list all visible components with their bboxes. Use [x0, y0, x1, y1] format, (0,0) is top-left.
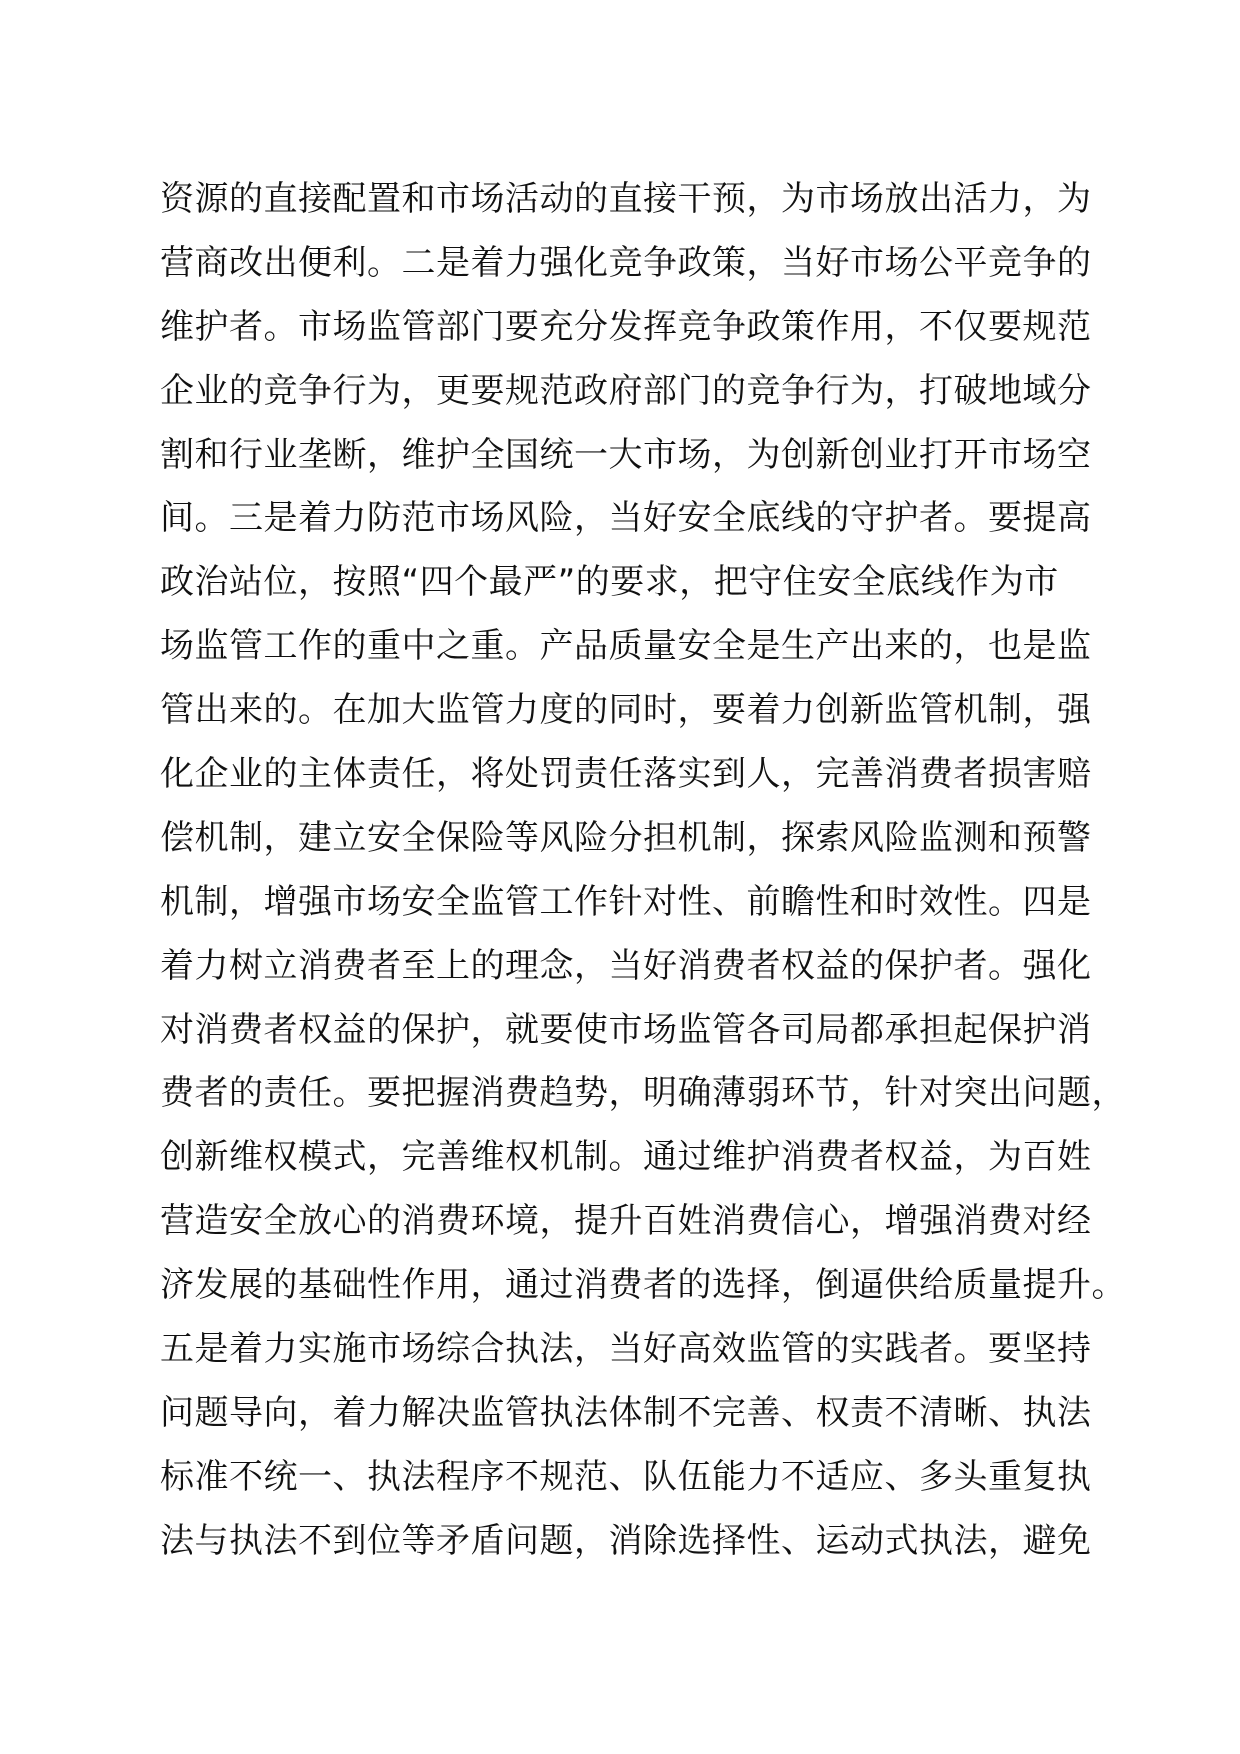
text-line-13: 着力树立消费者至上的理念，当好消费者权益的保护者。强化	[160, 945, 1092, 986]
text-line-17: 营造安全放心的消费环境，提升百姓消费信心，增强消费对经	[160, 1201, 1092, 1242]
text-line-7: 政治站位，按照“四个最严”的要求，把守住安全底线作为市	[160, 562, 1059, 603]
body-text	[160, 168, 1126, 1574]
text-line-19: 五是着力实施市场综合执法，当好高效监管的实践者。要坚持	[160, 1329, 1092, 1370]
text-line-8: 场监管工作的重中之重。产品质量安全是生产出来的，也是监	[160, 626, 1092, 667]
text-line-10: 化企业的主体责任，将处罚责任落实到人，完善消费者损害赔	[160, 754, 1092, 795]
text-line-15: 费者的责任。要把握消费趋势，明确薄弱环节，针对突出问题，	[160, 1073, 1126, 1114]
text-line-1: 资源的直接配置和市场活动的直接干预，为市场放出活力，为	[160, 179, 1092, 219]
text-line-2: 营商改出便利。二是着力强化竞争政策，当好市场公平竞争的	[160, 242, 1092, 283]
text-line-18: 济发展的基础性作用，通过消费者的选择，倒逼供给质量提升。	[160, 1265, 1126, 1306]
text-line-16: 创新维权模式，完善维权机制。通过维护消费者权益，为百姓	[160, 1137, 1092, 1178]
text-line-4: 企业的竞争行为，更要规范政府部门的竞争行为，打破地域分	[160, 370, 1092, 411]
text-line-14: 对消费者权益的保护，就要使市场监管各司局都承担起保护消	[160, 1009, 1092, 1050]
text-line-20: 问题导向，着力解决监管执法体制不完善、权责不清晰、执法	[160, 1392, 1092, 1433]
text-line-12: 机制，增强市场安全监管工作针对性、前瞻性和时效性。四是	[160, 881, 1092, 922]
text-line-22: 法与执法不到位等矛盾问题，消除选择性、运动式执法，避免	[160, 1520, 1092, 1561]
text-line-5: 割和行业垄断，维护全国统一大市场，为创新创业打开市场空	[160, 434, 1092, 475]
text-line-11: 偿机制，建立安全保险等风险分担机制，探索风险监测和预警	[160, 817, 1092, 858]
text-line-6: 间。三是着力防范市场风险，当好安全底线的守护者。要提高	[160, 498, 1092, 539]
text-line-9: 管出来的。在加大监管力度的同时，要着力创新监管机制，强	[160, 690, 1092, 731]
text-line-21: 标准不统一、执法程序不规范、队伍能力不适应、多头重复执	[160, 1456, 1092, 1497]
text-line-3: 维护者。市场监管部门要充分发挥竞争政策作用，不仅要规范	[160, 306, 1092, 347]
